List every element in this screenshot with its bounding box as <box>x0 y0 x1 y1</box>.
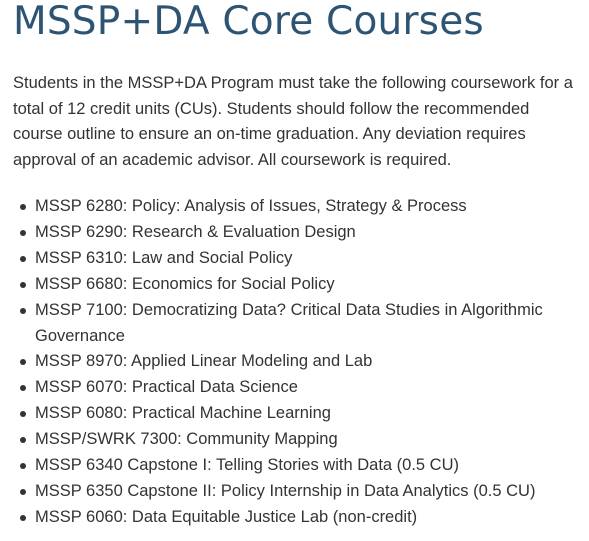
bullet-icon <box>20 463 26 469</box>
bullet-icon <box>20 282 26 288</box>
course-label: MSSP/SWRK 7300: Community Mapping <box>35 430 338 449</box>
list-item <box>13 349 579 375</box>
bullet-icon <box>20 437 26 443</box>
bullet-icon <box>20 230 26 236</box>
list-item <box>13 401 579 427</box>
list-item <box>13 220 579 246</box>
bullet-icon <box>20 411 26 417</box>
bullet-icon <box>20 256 26 262</box>
course-label: MSSP 6290: Research & Evaluation Design <box>35 222 356 241</box>
bullet-icon <box>20 385 26 391</box>
list-item <box>13 298 579 350</box>
course-label: MSSP 6680: Economics for Social Policy <box>35 274 335 293</box>
bullet-icon <box>20 308 26 314</box>
list-item <box>13 246 579 272</box>
list-item <box>13 194 579 220</box>
course-label: MSSP 6070: Practical Data Science <box>35 378 298 397</box>
course-label: MSSP 6310: Law and Social Policy <box>35 248 293 267</box>
course-list <box>13 194 579 531</box>
intro-paragraph: Students in the MSSP+DA Program must take the following coursework for a total of 12 credit units (CUs). Students should follow the recommended course outline to ensure an on-time graduation. Any deviation requires approval of an academic advisor. All coursework is required. <box>13 74 573 169</box>
course-label: MSSP 6350 Capstone II: Policy Internship in Data Analytics (0.5 CU) <box>35 481 536 500</box>
course-label: MSSP 6060: Data Equitable Justice Lab (non-credit) <box>35 507 418 526</box>
page-title: MSSP+DA Core Courses <box>13 0 484 44</box>
course-label: MSSP 8970: Applied Linear Modeling and Lab <box>35 352 373 371</box>
course-label: MSSP 6340 Capstone I: Telling Stories with Data (0.5 CU) <box>35 456 460 475</box>
list-item <box>13 272 579 298</box>
course-label: MSSP 6280: Policy: Analysis of Issues, Strategy & Process <box>35 197 467 215</box>
course-label: MSSP 6080: Practical Machine Learning <box>35 404 331 423</box>
course-label: MSSP 7100: Democratizing Data? Critical Data Studies in Algorithmic Governance <box>35 300 543 345</box>
list-item <box>13 505 579 531</box>
list-item <box>13 427 579 453</box>
list-item <box>13 453 579 479</box>
bullet-icon <box>20 359 26 365</box>
list-item <box>13 375 579 401</box>
bullet-icon <box>20 515 26 521</box>
list-item <box>13 479 579 505</box>
bullet-icon <box>20 489 26 495</box>
bullet-icon <box>20 204 26 210</box>
